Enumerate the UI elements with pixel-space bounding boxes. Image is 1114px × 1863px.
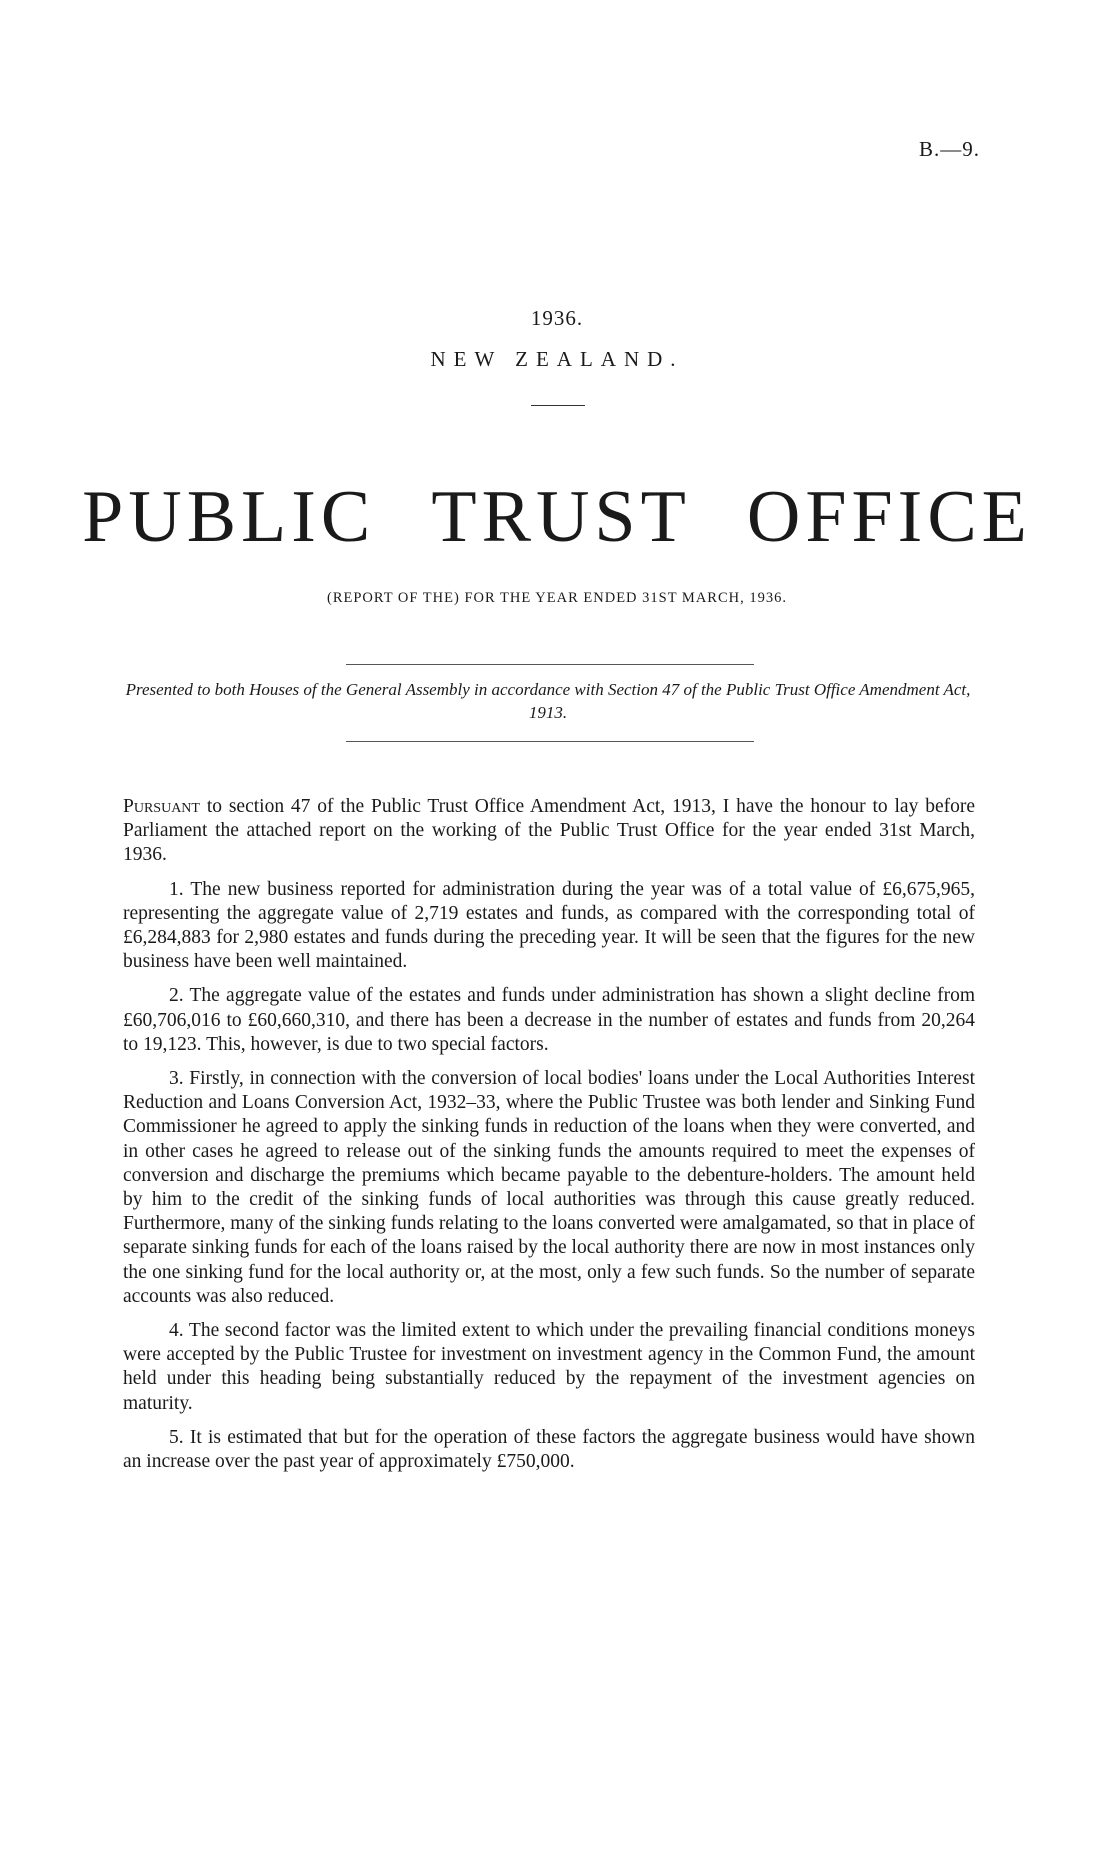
paragraph-5: 5. It is estimated that but for the operation of these factors the aggregate business would have shown an increase over the past year of approximately £750,000. — [123, 1426, 975, 1473]
paragraph-2: 2. The aggregate value of the estates and funds under administration has shown a slight decline from £60,706,016 to £60,660,310, and there has been a decrease in the number of estates and funds from 20,264 to 19,123. This, however, is due to two special factors. — [123, 985, 975, 1055]
divider-bottom — [346, 741, 754, 742]
presented-note: Presented to both Houses of the General Assembly in accordance with Section 47 of the Public Trust Office Amendment Act, 1913. — [125, 680, 971, 722]
paragraph-4: 4. The second factor was the limited extent to which under the prevailing financial conditions moneys were accepted by the Public Trustee for investment on investment agency in the Common Fund, the amount held under this heading being substantially reduced by the repayment of the investment agencies on maturity. — [123, 1320, 975, 1414]
intro-text: to section 47 of the Public Trust Office Amendment Act, 1913, I have the honour to lay before Parliament the attached report on the working of the Public Trust Office for the year ended 31st March, 1936. — [123, 796, 975, 866]
country-name: NEW ZEALAND. — [430, 347, 684, 371]
paragraph-1: 1. The new business reported for administration during the year was of a total value of £6,675,965, representing the aggregate value of 2,719 estates and funds, as compared with the corresponding total of £6,284,883 for 2,980 estates and funds during the preceding year. It will be seen that the figures for the new business have been well maintained. — [123, 878, 975, 973]
page-reference: B.—9. — [918, 137, 980, 161]
report-body — [123, 795, 975, 1484]
page-title: PUBLIC TRUST OFFICE — [82, 476, 1032, 558]
paragraph-3: 3. Firstly, in connection with the conversion of local bodies' loans under the Local Authorities Interest Reduction and Loans Conversion Act, 1932–33, where the Public Trustee was both lender and Sinking Fund Commissioner he agreed to apply the sinking funds in reduction of the loans when they were converted, and in other cases he agreed to release out of the sinking funds the amounts required to meet the expenses of conversion and discharge the premiums which became payable to the debenture-holders. The amount held by him to the credit of the sinking funds of local authorities was through this cause greatly reduced. Furthermore, many of the sinking funds relating to the loans converted were amalgamated, so that in place of separate sinking funds for each of the loans raised by the local authority there are now in most instances only the one sinking fund for the local authority or, at the most, only a few such funds. So the number of separate accounts was also reduced. — [123, 1068, 975, 1307]
short-divider — [531, 405, 585, 406]
report-subtitle: (REPORT OF THE) FOR THE YEAR ENDED 31ST MARCH, 1936. — [327, 590, 787, 606]
report-year: 1936. — [530, 306, 584, 330]
intro-lead-word: Pursuant — [123, 796, 200, 817]
intro-paragraph — [123, 795, 975, 868]
divider-top — [346, 664, 754, 665]
